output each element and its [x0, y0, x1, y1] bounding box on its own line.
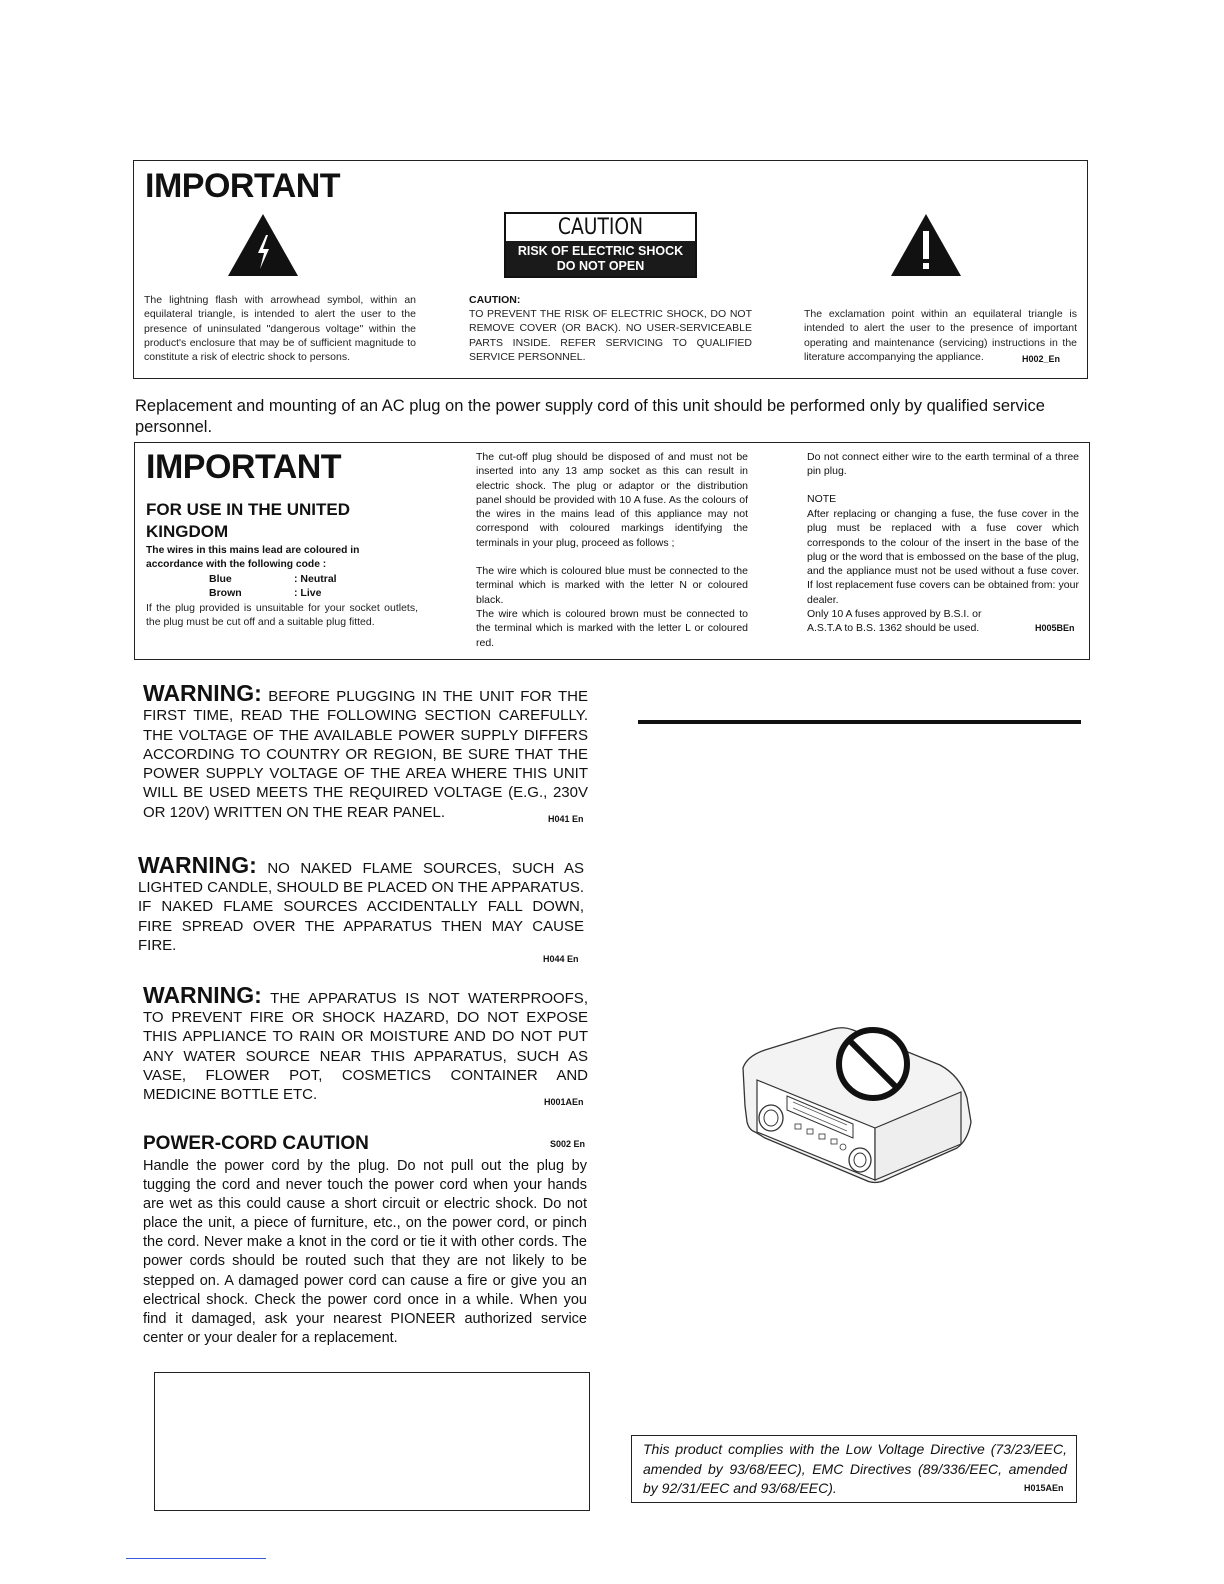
exclamation-description: The exclamation point within an equilateral triangle is intended to alert the user to the presence of important operating and maintenance (servicing) instructions in the literature accompanying the appliance. [804, 308, 1077, 363]
power-cord-title: POWER-CORD CAUTION [143, 1133, 369, 1154]
warning-flame [138, 852, 585, 955]
note-heading: NOTE [807, 493, 837, 505]
box1-code: H002_En [1022, 354, 1061, 364]
plug-unsuitable-text: If the plug provided is unsuitable for your socket outlets, the plug must be cut off and a suitable plug fitted. [146, 602, 418, 629]
blue-value: : Neutral [294, 573, 337, 585]
important-title-1: IMPORTANT [145, 167, 341, 205]
brown-value: : Live [294, 587, 322, 599]
earth-terminal-text: Do not connect either wire to the earth terminal of a three pin plug. [807, 451, 1079, 478]
blue-label: Blue [209, 573, 232, 585]
cutoff-plug-text: The cut-off plug should be disposed of and must not be inserted into any 13 amp socket as this can result in electric shock. The plug or adaptor or the distribution panel should be provided with 10 A fuse. As the colours of the wires in the mains lead of this appliance may not correspond with coloured markings identifying the terminals in your plug, proceed as follows ; [476, 451, 748, 549]
warning-voltage [143, 680, 588, 822]
blank-box [154, 1372, 590, 1511]
lightning-warning-icon [227, 213, 299, 277]
compliance-code: H015AEn [1024, 1483, 1064, 1493]
caution-description: TO PREVENT THE RISK OF ELECTRIC SHOCK, DO NOT REMOVE COVER (OR BACK). NO USER-SERVICEABLE PARTS INSIDE. REFER SERVICING TO QUALIFIED SERVICE PERSONNEL. [469, 308, 752, 363]
warning-voltage-lead: WARNING: [143, 680, 262, 706]
section-rule [638, 720, 1081, 724]
caution-heading: CAUTION: [469, 294, 521, 306]
fuse-cover-text: After replacing or changing a fuse, the fuse cover in the plug must be replaced with a fuse cover which corresponds to the colour of the insert in the base of the plug or the word that is embossed on the base of the plug, and the appliance must not be used without a fuse cover. If lost replacement fuse covers can be obtained from: your dealer. [807, 508, 1079, 606]
caution-label-line2: DO NOT OPEN [556, 259, 645, 273]
compliance-text: This product complies with the Low Voltage Directive (73/23/EEC, amended by 93/68/EEC), EMC Directives (89/336/EEC, amended by 92/31/EEC and 93/68/EEC). [643, 1441, 1067, 1496]
important-title-2: IMPORTANT [146, 448, 342, 486]
power-cord-code: S002 En [550, 1139, 586, 1149]
warning-water-text: THE APPARATUS IS NOT WATERPROOFS, TO PREVENT FIRE OR SHOCK HAZARD, DO NOT EXPOSE THIS APPLIANCE TO RAIN OR MOISTURE AND DO NOT PUT ANY WATER SOURCE NEAR THIS APPARATUS, SUCH AS VASE, FLOWER POT, COSMETICS CONTAINER AND MEDICINE BOTTLE ETC. [143, 990, 588, 1104]
uk-subtitle: FOR USE IN THE UNITED KINGDOM [146, 500, 351, 541]
caution-label-subtitle [506, 241, 695, 276]
exclamation-warning-icon [890, 213, 962, 277]
caution-label-line1: RISK OF ELECTRIC SHOCK [517, 244, 684, 258]
replacement-note: Replacement and mounting of an AC plug on the power supply cord of this unit should be performed only by qualified service personnel. [135, 397, 1045, 436]
warning-flame-lead: WARNING: [138, 852, 257, 878]
lightning-description: The lightning flash with arrowhead symbol, within an equilateral triangle, is intended to alert the user to the presence of uninsulated "dangerous voltage" within the product's enclosure that may be of sufficient magnitude to constitute a risk of electric shock to persons. [144, 294, 416, 364]
warning-flame-text: NO NAKED FLAME SOURCES, SUCH AS LIGHTED CANDLE, SHOULD BE PLACED ON THE APPARATUS. IF NAKED FLAME SOURCES ACCIDENTALLY FALL DOWN, FIRE SPREAD OVER THE APPARATUS THEN MAY CAUSE FIRE. [138, 860, 585, 954]
caution-label-title: CAUTION [557, 215, 644, 240]
wires-intro: The wires in this mains lead are coloured in accordance with the following code : [146, 545, 360, 571]
warning-water [143, 982, 588, 1104]
warning-voltage-code: H041 En [548, 814, 584, 824]
caution-label [504, 212, 697, 278]
warning-voltage-text: BEFORE PLUGGING IN THE UNIT FOR THE FIRST TIME, READ THE FOLLOWING SECTION CAREFULLY. THE VOLTAGE OF THE AVAILABLE POWER SUPPLY DIFFERS ACCORDING TO COUNTRY OR REGION, BE SURE THAT THE POWER SUPPLY VOLTAGE OF THE AREA WHERE THIS UNIT WILL BE USED MEETS THE REQUIRED VOLTAGE (E.G., 230V OR 120V) WRITTEN ON THE REAR PANEL. [143, 688, 588, 821]
fuse-approval-text: Only 10 A fuses approved by B.S.I. or A.S.T.A to B.S. 1362 should be used. [807, 608, 982, 635]
power-cord-text: Handle the power cord by the plug. Do not pull out the plug by tugging the cord and never touch the power cord when your hands are wet as this could cause a short circuit or electric shock. Do not place the unit, a piece of furniture, etc., on the power cord, or pinch the cord. Never make a knot in the cord or tie it with other cords. The power cords should be routed such that they are not likely to be stepped on. A damaged power cord can cause a fire or give you an electrical shock. Check the power cord once in a while. When you find it damaged, ask your nearest PIONEER authorized service center or your dealer for a replacement. [143, 1158, 587, 1346]
blue-wire-text: The wire which is coloured blue must be connected to the terminal which is marked with the letter N or coloured black. [476, 565, 748, 606]
brown-wire-text: The wire which is coloured brown must be connected to the terminal which is marked with the letter L or coloured red. [476, 608, 748, 649]
brown-label: Brown [209, 587, 242, 599]
covered-receiver-illustration [735, 1020, 980, 1195]
warning-water-code: H001AEn [544, 1097, 584, 1107]
warning-water-lead: WARNING: [143, 982, 262, 1008]
box2-code: H005BEn [1035, 623, 1075, 633]
footer-rule [126, 1558, 266, 1559]
warning-flame-code: H044 En [543, 954, 579, 964]
